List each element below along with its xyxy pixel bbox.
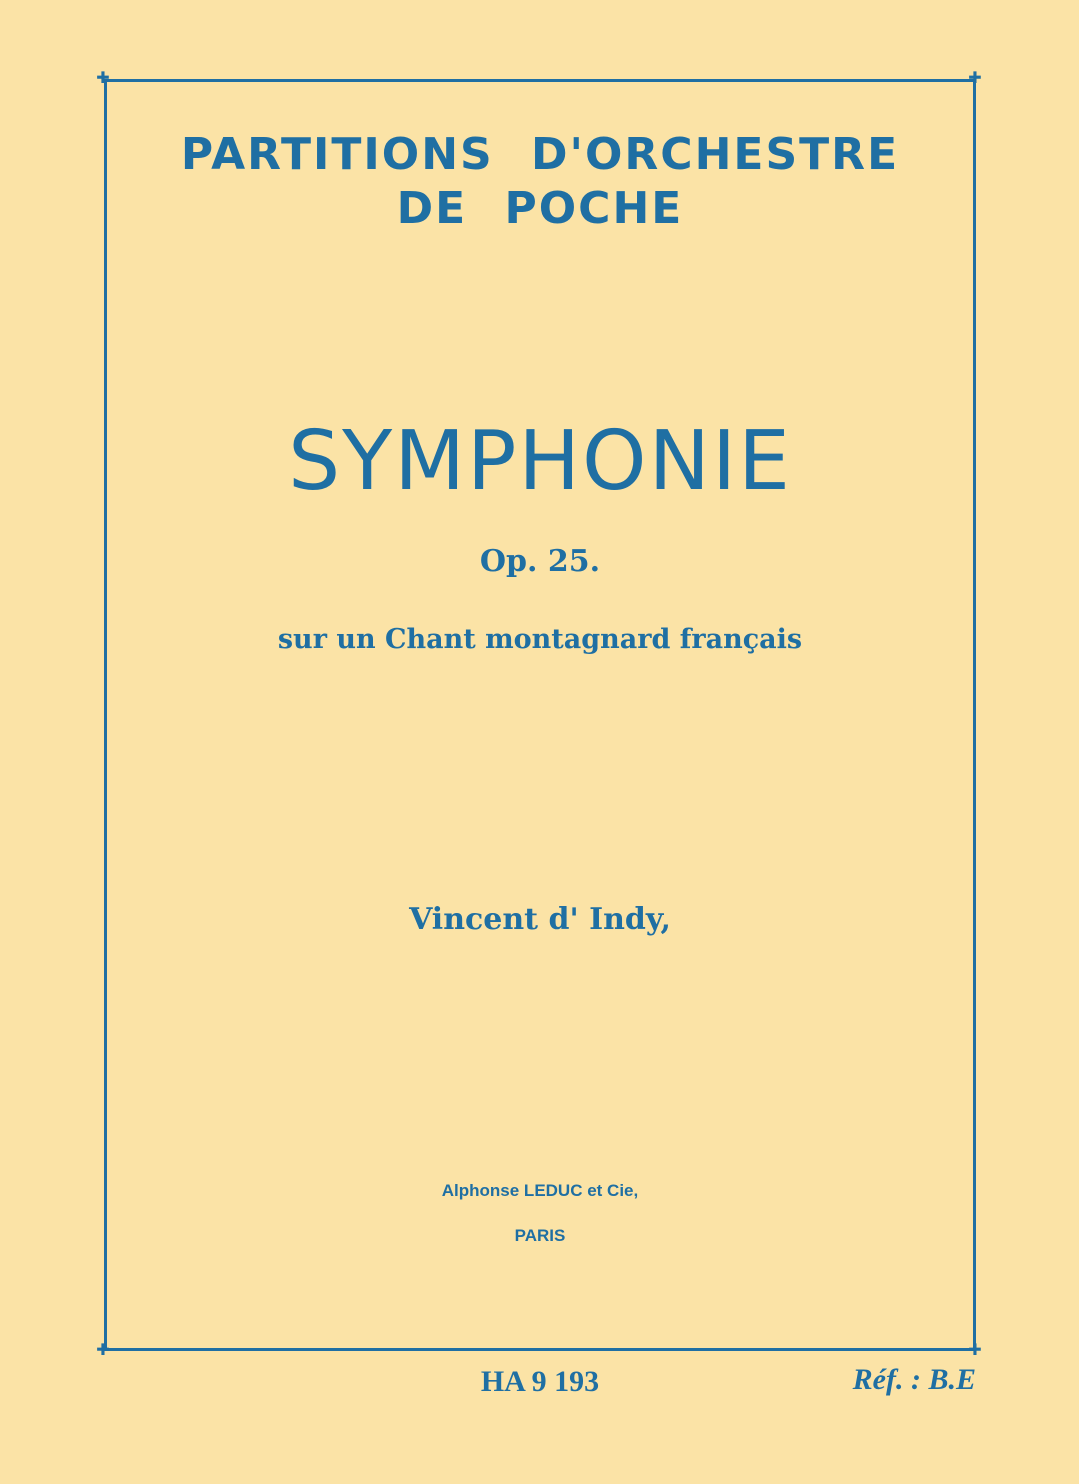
corner-ornament-icon: ✚ — [96, 1340, 110, 1359]
border-frame — [104, 79, 976, 1351]
composer-name: Vincent d' Indy, — [409, 902, 671, 937]
series-title — [104, 128, 976, 236]
corner-ornament-icon: ✚ — [968, 68, 982, 87]
work-title: SYMPHONIE — [288, 414, 792, 509]
publisher-name: Alphonse LEDUC et Cie, — [441, 1181, 639, 1200]
series-title-line2: DE POCHE — [396, 183, 684, 234]
series-title-line1: PARTITIONS D'ORCHESTRE — [180, 129, 900, 180]
publisher-city: PARIS — [514, 1226, 566, 1245]
work-subtitle: sur un Chant montagnard français — [277, 624, 803, 655]
reference-code: Réf. : B.E — [852, 1363, 976, 1396]
opus-number: Op. 25. — [479, 544, 601, 579]
corner-ornament-icon: ✚ — [968, 1340, 982, 1359]
corner-ornament-icon: ✚ — [96, 68, 110, 87]
catalog-number: HA 9 193 — [480, 1365, 600, 1398]
